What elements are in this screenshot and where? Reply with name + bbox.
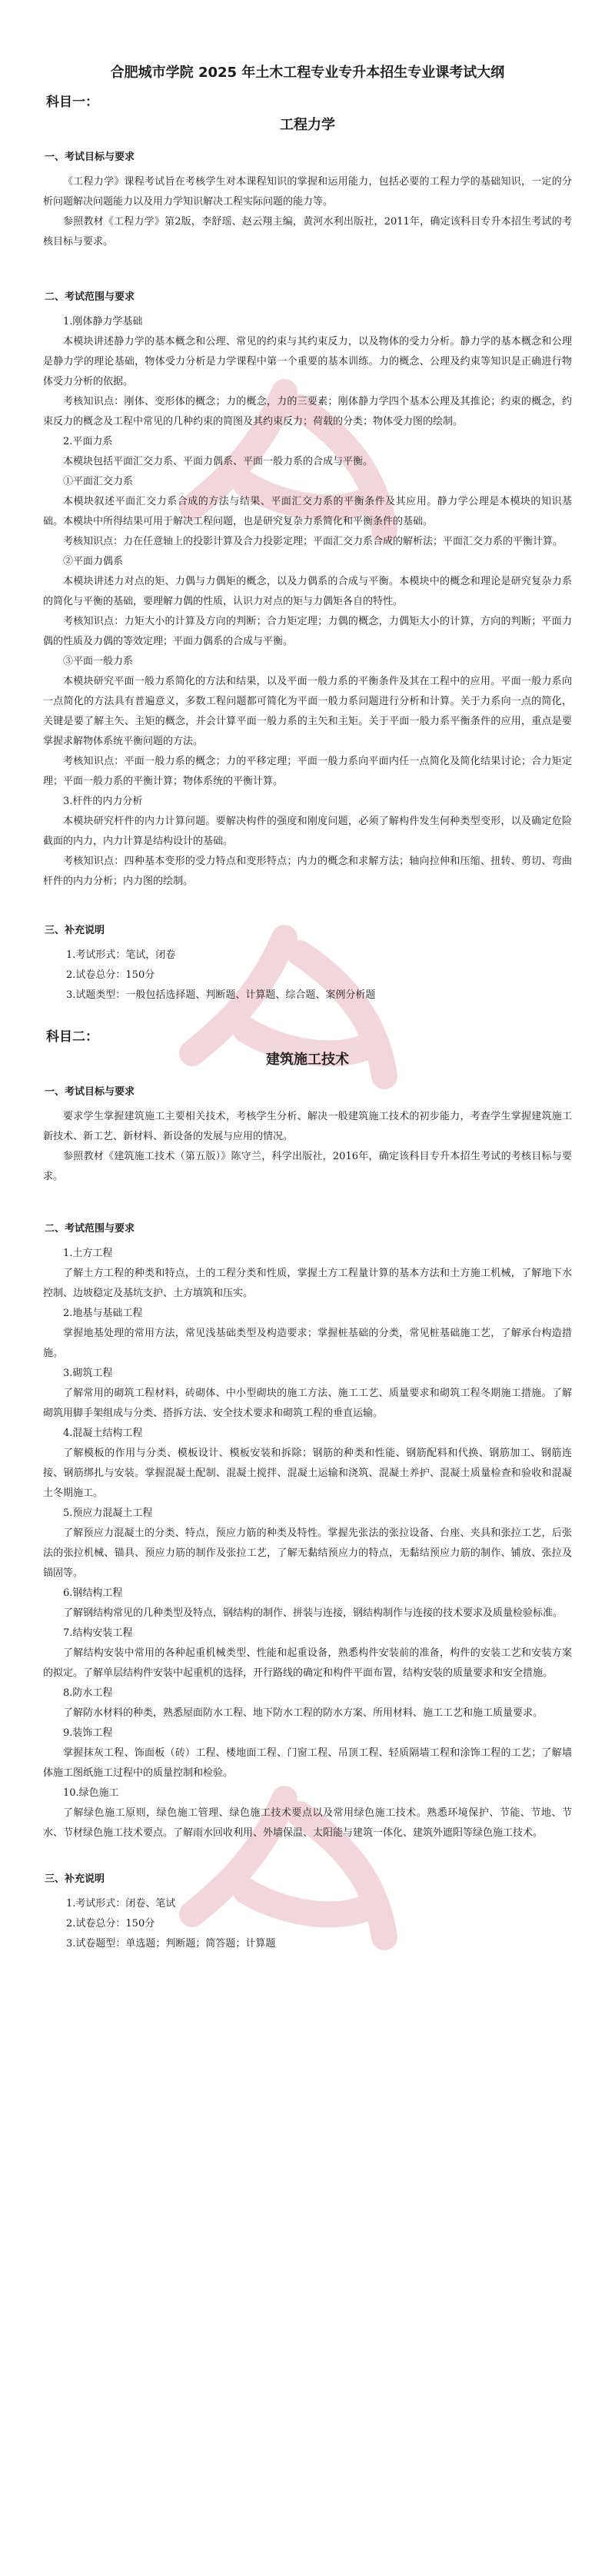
paragraph: 了解结构安装中常用的各种起重机械类型、性能和起重设备，熟悉构件安装前的准备，构件的安装工艺和安装方案的拟定。了解单层结构件安装中起重机的选择，开行路线的确定和构件平面布置，结构安装的质量要求和安全措施。	[43, 1647, 572, 1679]
paragraph: 本模块叙述平面汇交力系合成的方法与结果、平面汇交力系的平衡条件及其应用。静力学公理是本模块的知识基础。本模块中所得结果可用于解决工程问题，也是研究复杂力系简化和平衡条件的基础。	[43, 496, 572, 527]
paragraph: 考核知识点：刚体、变形体的概念；力的概念，力的三要素；刚体静力学四个基本公理及其推论；约束的概念，约束反力的概念及工程中常见的几种约束的简图及其约束反力；荷载的分类；物体受力图的绘制。	[43, 396, 572, 427]
document-title: 合肥城市学院 2025 年土木工程专业专升本招生专业课考试大纲	[110, 65, 505, 81]
section-heading: 三、补充说明	[45, 925, 105, 936]
paragraph: 了解防水材料的种类，熟悉屋面防水工程、地下防水工程的防水方案、所用材料、施工工艺和施工质量要求。	[63, 1707, 544, 1719]
list-item: 3.试题类型：一般包括选择题、判断题、计算题、综合题、案例分析题	[66, 989, 376, 1001]
paragraph: 参照教材《工程力学》第2版，李舒瑶、赵云翔主编，黄河水利出版社，2011年，确定该科目专升本招生考试的考核目标与要求。	[43, 216, 572, 248]
paragraph: 了解预应力混凝土的分类、特点，预应力筋的种类及特性。掌握先张法的张拉设备、台座、夹具和张拉工艺，后张法的张拉机械、锚具、预应力筋的制作及张拉工艺，了解无黏结预应力的特点，无黏结预应力筋的制作、铺放、张拉及锚固等。	[43, 1527, 572, 1579]
paragraph: 了解钢结构常见的几种类型及特点，钢结构的制作、拼装与连接，钢结构制作与连接的技术要求及质量检验标准。	[63, 1607, 563, 1619]
list-item: 1.考试形式：闭卷、笔试	[66, 1898, 176, 1910]
paragraph: 了解模板的作用与分类、模板设计、模板安装和拆除；钢筋的种类和性能、钢筋配料和代换、钢筋加工、钢筋连接、钢筋绑扎与安装。掌握混凝土配制、混凝土搅拌、混凝土运输和浇筑、混凝土养护、混凝土质量检查和验收和混凝土冬期施工。	[43, 1448, 572, 1499]
list-item: 2.试卷总分：150分	[66, 969, 155, 981]
section-heading: 三、补充说明	[45, 1873, 105, 1885]
paragraph: 考核知识点：平面一般力系的概念；力的平移定理；平面一般力系向平面内任一点简化及简化结果讨论；合力矩定理；平面一般力系的平衡计算；物体系统的平衡计算。	[43, 756, 572, 787]
subject-name: 工程力学	[280, 117, 335, 133]
subsection-title: 5.预应力混凝土工程	[63, 1507, 153, 1519]
paragraph: 本模块包括平面汇交力系、平面力偶系、平面一般力系的合成与平衡。	[63, 456, 374, 467]
paragraph: 考核知识点：力矩大小的计算及方向的判断；合力矩定理；力偶的概念，力偶矩大小的计算，方向的判断；平面力偶的性质及力偶的等效定理；平面力偶系的合成与平衡。	[43, 616, 572, 647]
subsection-title: 3.砌筑工程	[63, 1368, 113, 1379]
paragraph: 了解常用的砌筑工程材料，砖砌体、中小型砌块的施工方法、施工工艺、质量要求和砌筑工程冬期施工措施。了解砌筑用脚手架组成与分类、搭拆方法、安全技术要求和砌筑工程的垂直运输。	[43, 1388, 572, 1419]
subsection-title: ①平面汇交力系	[63, 476, 134, 487]
paragraph: 掌握抹灰工程、饰面板（砖）工程、楼地面工程、门窗工程、吊顶工程、轻质隔墙工程和涂饰工程的工艺；了解墙体施工图纸施工过程中的质量控制和检验。	[43, 1747, 572, 1779]
subject-label: 科目一：	[46, 95, 98, 110]
subsection-title: 4.混凝土结构工程	[63, 1428, 143, 1439]
list-item: 3.试卷题型：单选题；判断题；简答题；计算题	[66, 1938, 276, 1949]
paragraph: 考核知识点：力在任意轴上的投影计算及合力投影定理；平面汇交力系合成的解析法；平面汇交力系的平衡计算。	[63, 536, 563, 547]
subject-name: 建筑施工技术	[266, 1052, 349, 1068]
subject-label: 科目二：	[46, 1029, 98, 1045]
section-heading: 一、考试目标与要求	[45, 1086, 135, 1098]
subsection-title: 1.刚体静力学基础	[63, 316, 143, 327]
subsection-title: 2.地基与基础工程	[63, 1308, 143, 1319]
paragraph: 掌握地基处理的常用方法，常见浅基础类型及构造要求；掌握桩基础的分类，常见桩基础施工艺，了解承台构造措施。	[43, 1328, 572, 1359]
paragraph: 了解土方工程的种类和特点，土的工程分类和性质，掌握土方工程量计算的基本方法和土方施工机械，了解地下水控制、边坡稳定及基坑支护、土方填筑和压实。	[43, 1268, 572, 1299]
subsection-title: 8.防水工程	[63, 1687, 113, 1699]
subsection-title: 10.绿色施工	[63, 1787, 119, 1799]
list-item: 2.试卷总分：150分	[66, 1918, 155, 1930]
paragraph: 本模块研究杆件的内力计算问题。要解决构件的强度和刚度问题，必须了解构件发生何种类型变形，以及确定危险截面的内力，内力计算是结构设计的基础。	[43, 816, 572, 847]
subsection-title: ②平面力偶系	[63, 556, 124, 567]
subsection-title: 2.平面力系	[63, 436, 113, 447]
list-item: 1.考试形式：笔试，闭卷	[66, 949, 176, 961]
paragraph: 要求学生掌握建筑施工主要相关技术，考核学生分析、解决一般建筑施工技术的初步能力，考查学生掌握建筑施工新技术、新工艺、新材料、新设备的发展与应用的情况。	[43, 1111, 572, 1142]
section-heading: 一、考试目标与要求	[45, 151, 135, 163]
subsection-title: 3.杆件的内力分析	[63, 796, 143, 807]
subsection-title: 7.结构安装工程	[63, 1627, 133, 1639]
paragraph: 了解绿色施工原则，绿色施工管理、绿色施工技术要点以及常用绿色施工技术。熟悉环境保护、节能、节地、节水、节材绿色施工技术要点。了解雨水回收利用、外墙保温、太阳能与建筑一体化、建筑外遮阳等绿色施工技术。	[43, 1807, 572, 1839]
subsection-title: ③平面一般力系	[63, 656, 134, 667]
subsection-title: 9.装饰工程	[63, 1727, 113, 1739]
paragraph: 本模块讲述静力学的基本概念和公理、常见的约束与其约束反力，以及物体的受力分析。静力学的基本概念和公理是静力学的理论基础，物体受力分析是力学课程中第一个重要的基本训练。力的概念、公理及约束等知识是正确进行物体受力分析的依据。	[43, 336, 572, 387]
subsection-title: 1.土方工程	[63, 1248, 113, 1259]
paragraph: 考核知识点：四种基本变形的受力特点和变形特点；内力的概念和求解方法；轴向拉伸和压缩、扭转、剪切、弯曲杆件的内力分析；内力图的绘制。	[43, 856, 572, 887]
subsection-title: 6.钢结构工程	[63, 1587, 123, 1599]
section-heading: 二、考试范围与要求	[45, 291, 135, 303]
paragraph: 《工程力学》课程考试旨在考核学生对本课程知识的掌握和运用能力，包括必要的工程力学的基础知识，一定的分析问题解决问题能力以及用力学知识解决工程实际问题的能力等。	[43, 176, 572, 208]
paragraph: 本模块讲述力对点的矩、力偶与力偶矩的概念，以及力偶系的合成与平衡。本模块中的概念和理论是研究复杂力系的简化与平衡的基础，要理解力偶的性质，认识力对点的矩与力偶矩各自的特性。	[43, 576, 572, 607]
paragraph: 参照教材《建筑施工技术（第五版）》陈守兰，科学出版社，2016年，确定该科目专升本招生考试的考核目标与要求。	[43, 1151, 572, 1182]
paragraph: 本模块研究平面一般力系简化的方法和结果，以及平面一般力系的平衡条件及其在工程中的应用。平面一般力系向一点简化的方法具有普遍意义，多数工程问题都可简化为平面一般力系问题进行分析和计算。关于力系向一点的简化，关键是要了解主矢、主矩的概念，并会计算平面一般力系的主矢和主矩。关于平面一般力系平衡条件的应用，重点是要掌握求解物体系统平衡问题的方法。	[43, 676, 572, 747]
section-heading: 二、考试范围与要求	[45, 1223, 135, 1235]
